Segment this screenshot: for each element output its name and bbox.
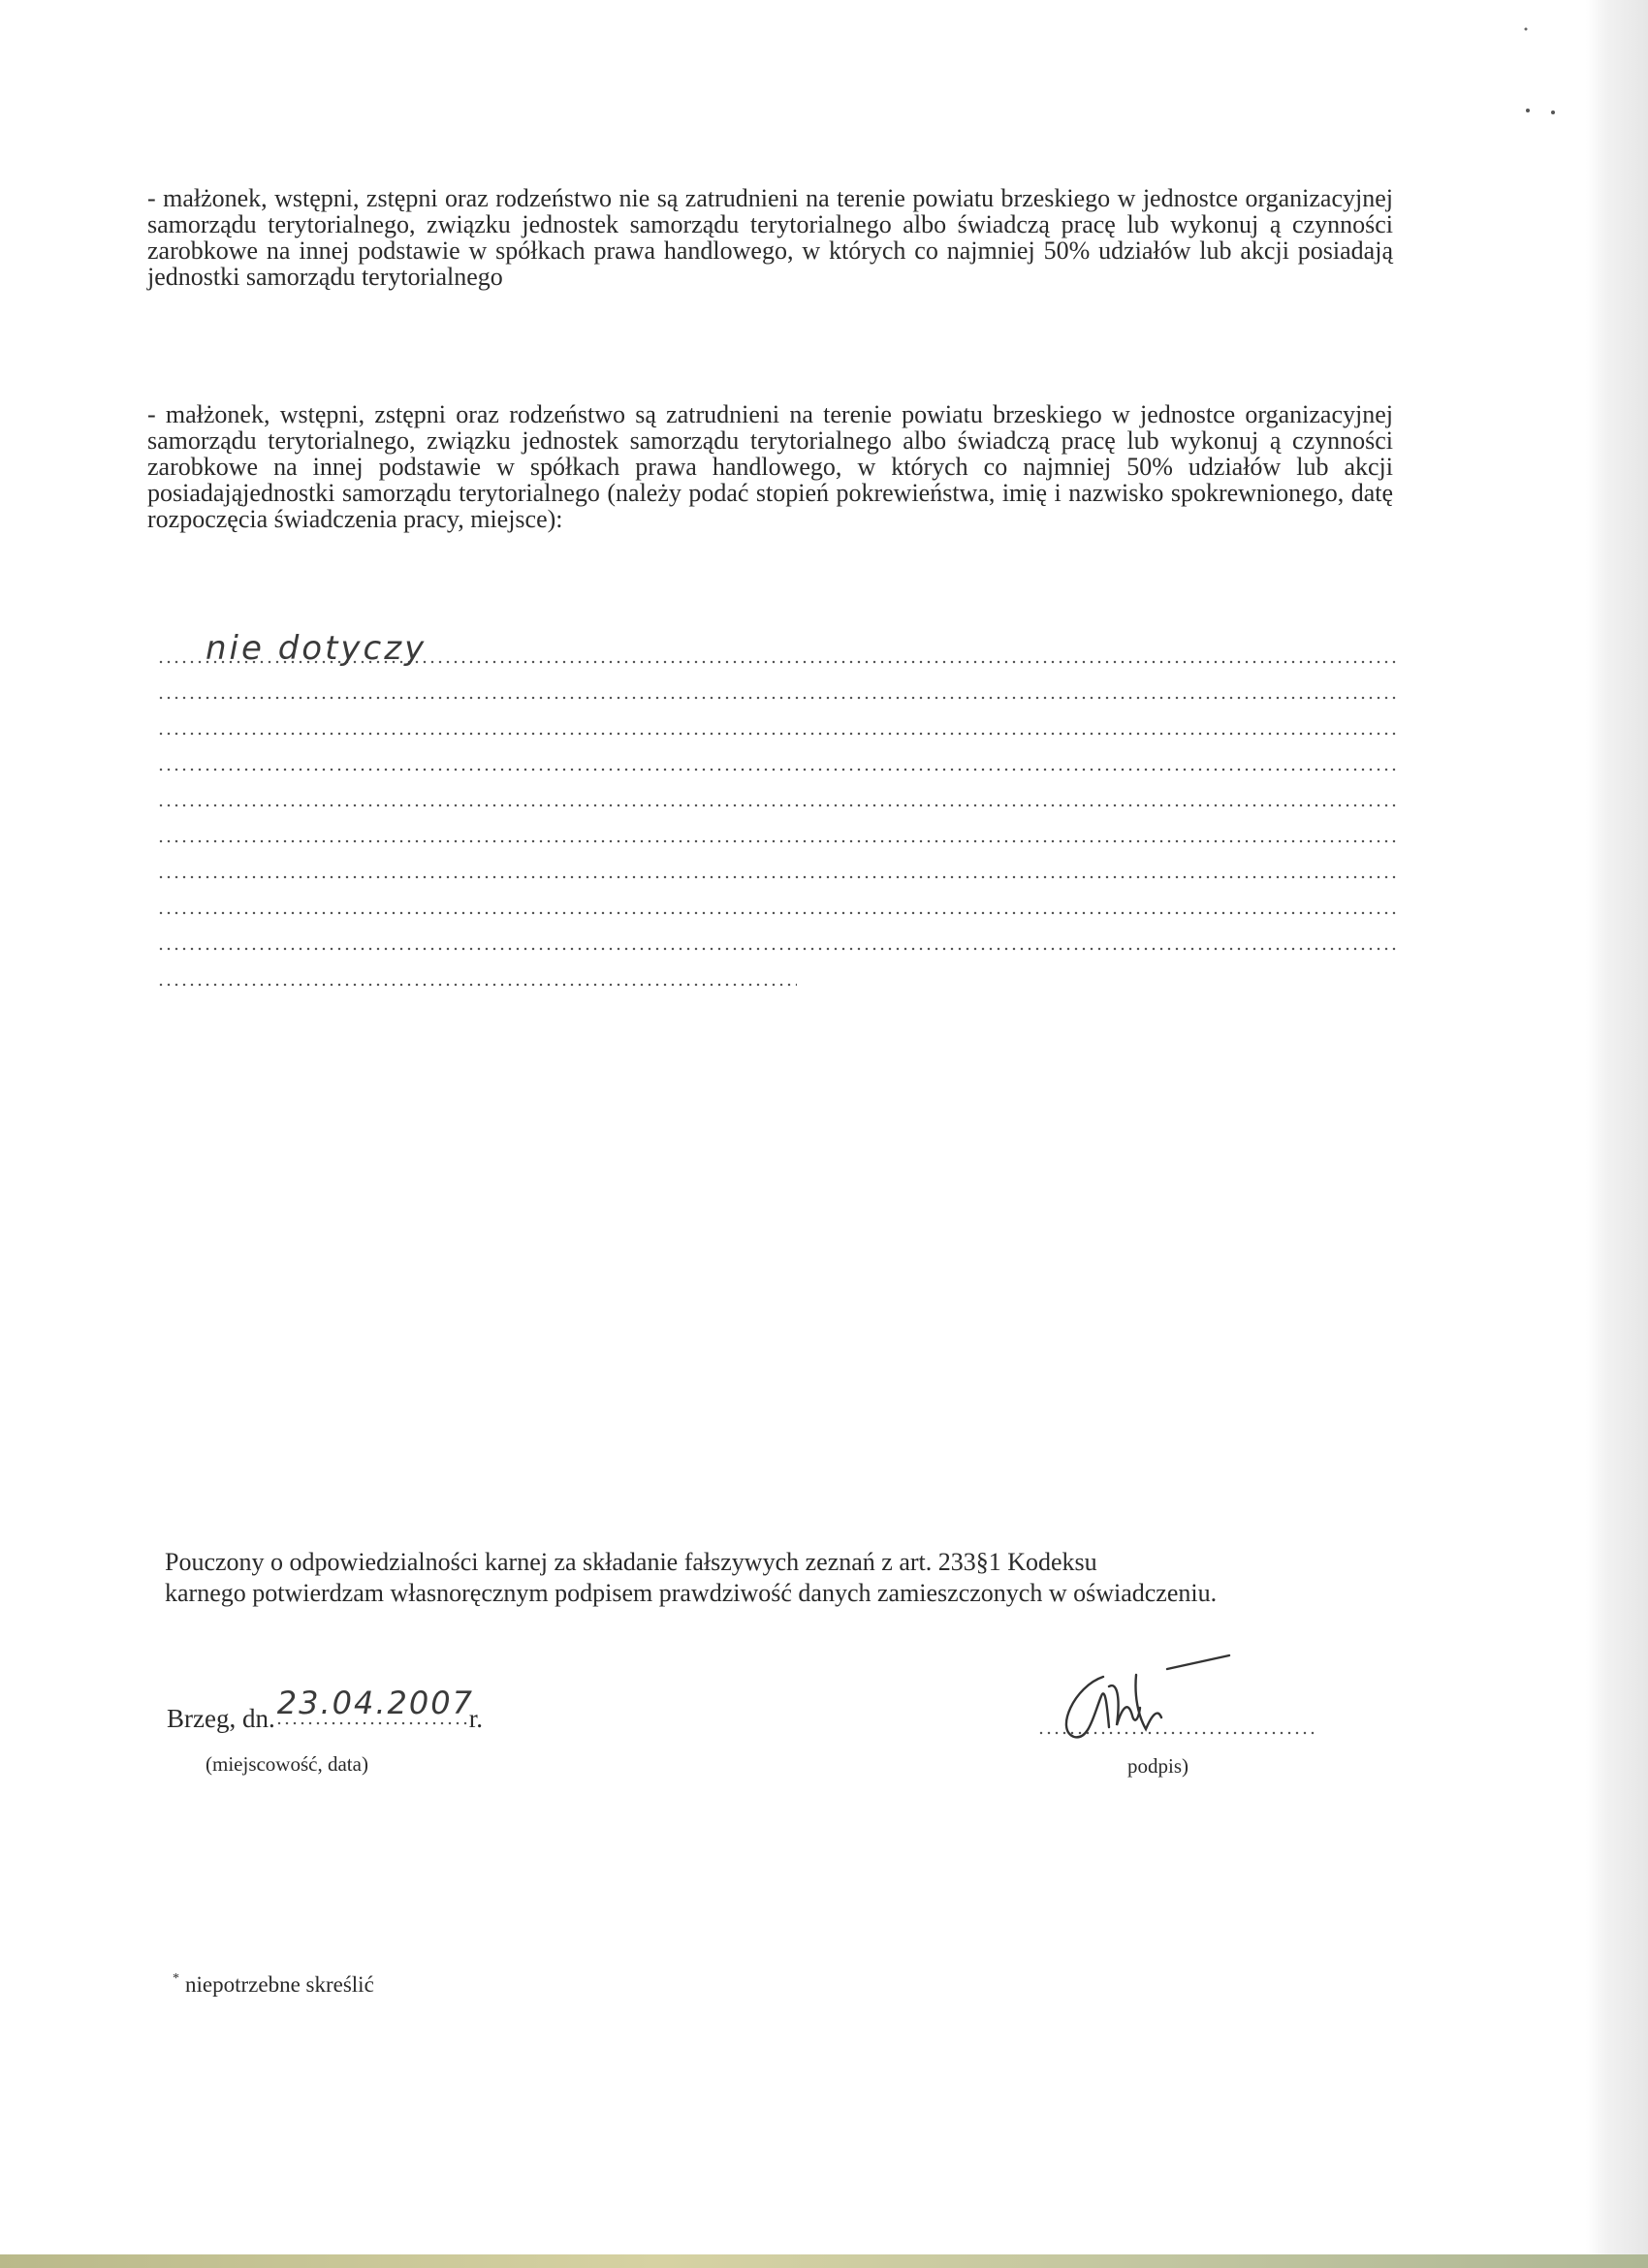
- answer-line-3: [157, 707, 1398, 742]
- answer-line-10: [157, 958, 797, 993]
- declaration-option-employed: - małżonek, wstępni, zstępni oraz rodzeństwo są zatrudnieni na terenie powiatu brzeskiego w jednostce organizacyjnej samorządu terytorialnego, związku jednostek samorządu terytorialnego albo świadczą pracę lub wykonuj ą czynności zarobkowe na innej podstawie w spółkach prawa handlowego, w których co najmniej 50% udziałów lub akcji posiadająjednostki samorządu terytorialnego (należy podać stopień pokrewieństwa, imię i nazwisko spokrewnionego, datę rozpoczęcia świadczenia pracy, miejsce):: [147, 400, 1393, 533]
- footnote-text: niepotrzebne skreślić: [185, 1972, 374, 1997]
- footnote: [173, 1971, 374, 1998]
- answer-line-8: [157, 886, 1398, 922]
- criminal-liability-statement: [165, 1547, 1367, 1609]
- scan-edge-right: [1586, 0, 1648, 2268]
- handwritten-signature: [1045, 1648, 1239, 1754]
- answer-line-4: [157, 742, 1398, 778]
- scan-edge-bottom: [0, 2254, 1648, 2268]
- declaration-option-not-employed: - małżonek, wstępni, zstępni oraz rodzeństwo nie są zatrudnieni na terenie powiatu brzeskiego w jednostce organizacyjnej samorządu terytorialnego, związku jednostek samorządu terytorialnego albo świadczą pracę lub wykonuj ą czynności zarobkowe na innej podstawie w spółkach prawa handlowego, w których co najmniej 50% udziałów lub akcji posiadają jednostki samorządu terytorialnego: [147, 184, 1393, 291]
- signature-caption: podpis): [1127, 1754, 1188, 1778]
- statement-line-2: karnego potwierdzam własnoręcznym podpisem prawdziwość danych zamieszczonych w oświadczeniu.: [165, 1579, 1218, 1607]
- date-dotted-line: [275, 1685, 474, 1727]
- handwritten-answer: nie dotyczy: [206, 629, 428, 668]
- place-date-prefix: Brzeg, dn.: [167, 1704, 275, 1733]
- place-date-field: [167, 1685, 483, 1734]
- answer-line-1: [157, 629, 1398, 671]
- answer-line-2: [157, 671, 1398, 707]
- statement-line-1: Pouczony o odpowiedzialności karnej za składanie fałszywych zeznań z art. 233§1 Kodeksu: [165, 1548, 1097, 1576]
- scan-specks: [1512, 0, 1590, 136]
- answer-lines: [157, 629, 1398, 993]
- place-date-caption: (miejscowość, data): [206, 1752, 368, 1776]
- footnote-marker: *: [173, 1971, 179, 1986]
- answer-line-5: [157, 778, 1398, 814]
- answer-line-7: [157, 850, 1398, 886]
- answer-line-6: [157, 814, 1398, 850]
- place-date-suffix: r.: [468, 1704, 483, 1733]
- answer-line-9: [157, 922, 1398, 958]
- handwritten-date: 23.04.2007: [276, 1685, 474, 1721]
